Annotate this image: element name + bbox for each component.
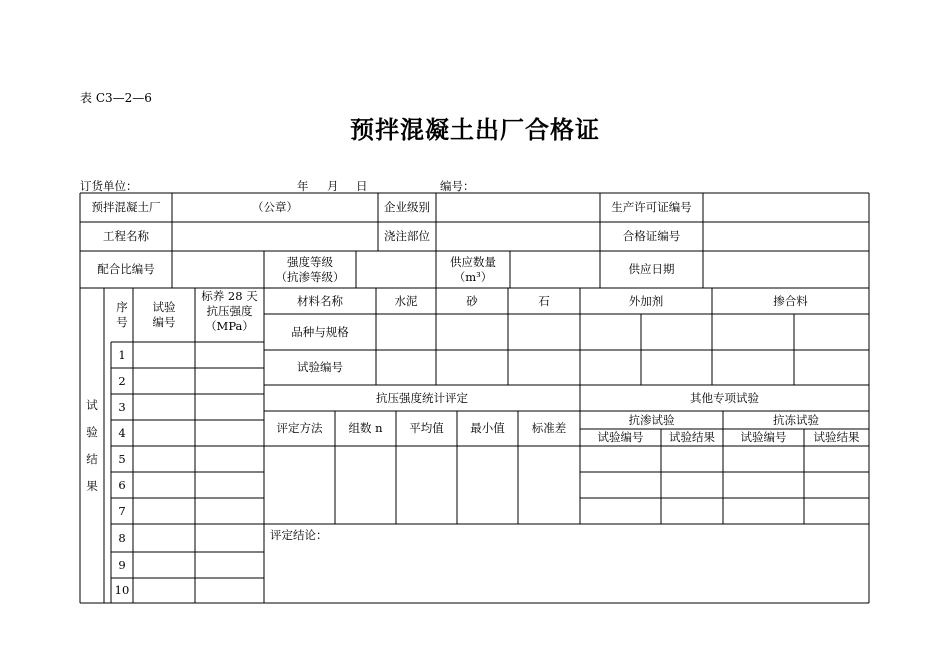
std-line-1: 标养 28 天 xyxy=(201,289,258,303)
strength-line-2: （抗渗等级） xyxy=(275,269,345,284)
spec-label: 品种与规格 xyxy=(291,324,349,339)
seq-line-2: 号 xyxy=(116,315,128,329)
buyer-label: 订货单位： xyxy=(80,179,138,193)
strength-line-1: 强度等级 xyxy=(287,254,333,269)
material-sand: 砂 xyxy=(466,293,478,308)
material-additive: 掺合料 xyxy=(773,293,808,308)
test-no-line-1: 试验 xyxy=(152,300,176,314)
row-number: 3 xyxy=(118,399,126,414)
cert-label: 合格证编号 xyxy=(622,229,681,243)
frost-test-result: 试验结果 xyxy=(813,430,860,444)
supply-quantity-label xyxy=(436,251,510,288)
form-title: 预拌混凝土出厂合格证 xyxy=(350,115,600,144)
frost-test-no: 试验编号 xyxy=(740,430,787,444)
grade-label: 企业级别 xyxy=(384,200,430,214)
number-label: 编号： xyxy=(440,179,475,193)
row-number: 2 xyxy=(118,373,126,388)
seq-line-1: 序 xyxy=(116,300,128,314)
quantity-line-1: 供应数量 xyxy=(450,254,496,269)
row-number: 5 xyxy=(118,451,126,466)
stats-std-dev: 标准差 xyxy=(531,421,567,435)
plant-label: 预拌混凝土厂 xyxy=(91,200,161,214)
imp-test-no: 试验编号 xyxy=(597,430,644,444)
side-char-2: 验 xyxy=(86,424,98,439)
project-label: 工程名称 xyxy=(103,229,149,243)
form-code: 表 C3—2—6 xyxy=(80,91,152,105)
material-name-label: 材料名称 xyxy=(297,293,343,308)
seq-header xyxy=(111,288,133,342)
standard-strength-header xyxy=(195,288,264,343)
material-admixture: 外加剂 xyxy=(628,293,664,308)
strength-grade-label xyxy=(264,251,356,288)
seal-label: （公章） xyxy=(252,200,298,214)
side-char-4: 果 xyxy=(86,478,98,493)
stats-groups: 组数 n xyxy=(348,421,383,435)
std-line-3: （MPa） xyxy=(205,319,254,333)
material-cement: 水泥 xyxy=(394,293,418,308)
row-number: 1 xyxy=(118,347,126,362)
supply-date-label: 供应日期 xyxy=(628,262,675,276)
row-number: 7 xyxy=(118,503,126,518)
row-number: 9 xyxy=(118,557,126,572)
license-label: 生产许可证编号 xyxy=(611,200,692,214)
test-no-line-2: 编号 xyxy=(152,315,176,329)
frost-test: 抗冻试验 xyxy=(773,412,819,427)
stats-title: 抗压强度统计评定 xyxy=(376,390,468,405)
row-number: 4 xyxy=(118,425,126,440)
quantity-line-2: （m³） xyxy=(453,269,493,284)
mix-label: 配合比编号 xyxy=(97,262,155,276)
conclusion-label: 评定结论： xyxy=(270,528,328,542)
test-number-header xyxy=(133,288,195,342)
impermeability-test: 抗渗试验 xyxy=(628,412,675,427)
side-char-1: 试 xyxy=(86,397,98,412)
row-number: 8 xyxy=(118,530,126,545)
stats-average: 平均值 xyxy=(409,421,444,435)
std-line-2: 抗压强度 xyxy=(206,304,253,318)
year-label: 年 xyxy=(297,179,309,193)
row-number: 6 xyxy=(118,477,126,492)
imp-test-result: 试验结果 xyxy=(669,430,715,444)
test-results-side-label xyxy=(80,288,104,603)
special-title: 其他专项试验 xyxy=(690,390,759,405)
pour-label: 浇注部位 xyxy=(384,229,430,243)
month-label: 月 xyxy=(327,179,339,193)
row-number: 10 xyxy=(114,583,130,597)
stats-method: 评定方法 xyxy=(276,421,323,435)
day-label: 日 xyxy=(356,179,368,193)
side-char-3: 结 xyxy=(86,451,98,466)
stats-minimum: 最小值 xyxy=(470,421,505,435)
material-stone: 石 xyxy=(538,293,550,308)
material-test-no-label: 试验编号 xyxy=(297,360,343,374)
